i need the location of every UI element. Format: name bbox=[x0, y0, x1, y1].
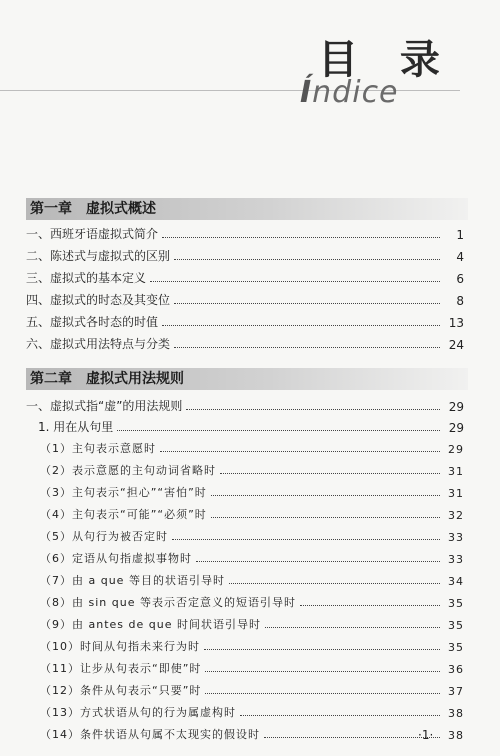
leader-dots bbox=[117, 429, 440, 431]
leader-dots bbox=[211, 494, 440, 496]
toc-entry-page: 29 bbox=[448, 400, 464, 414]
toc-entry-page: 8 bbox=[456, 294, 464, 308]
toc-entry-page: 31 bbox=[448, 465, 464, 478]
toc-entry-page: 37 bbox=[448, 685, 464, 698]
chapter-title: 第二章 虚拟式用法规则 bbox=[30, 371, 184, 387]
toc-entry-page: 1 bbox=[456, 228, 464, 242]
leader-dots bbox=[160, 450, 440, 452]
toc-entry[interactable] bbox=[26, 244, 464, 264]
toc-entry-page: 4 bbox=[456, 250, 464, 264]
toc-entry-label: （8）由 sin que 等表示否定意义的短语引导时 bbox=[40, 596, 296, 609]
toc-entry[interactable] bbox=[40, 524, 464, 544]
toc-entry-page: 13 bbox=[448, 316, 464, 330]
toc-entry-page: 31 bbox=[448, 487, 464, 500]
toc-entry-page: 38 bbox=[448, 707, 464, 720]
toc-entry-label: 五、虚拟式各时态的时值 bbox=[26, 315, 159, 329]
toc-entry-label: （7）由 a que 等目的状语引导时 bbox=[40, 574, 225, 587]
toc-entry[interactable] bbox=[40, 480, 464, 500]
toc-entry-label: （1）主句表示意愿时 bbox=[40, 442, 156, 455]
leader-dots bbox=[264, 736, 440, 738]
leader-dots bbox=[300, 604, 440, 606]
toc-entry[interactable] bbox=[40, 546, 464, 566]
toc-entry-label: 一、西班牙语虚拟式简介 bbox=[26, 227, 159, 241]
toc-entry[interactable] bbox=[40, 700, 464, 720]
toc-entry[interactable] bbox=[26, 288, 464, 308]
leader-dots bbox=[196, 560, 440, 562]
leader-dots bbox=[150, 280, 440, 282]
toc-entry-label: 三、虚拟式的基本定义 bbox=[26, 271, 147, 285]
toc-entry-page: 29 bbox=[448, 421, 464, 435]
page-title-es bbox=[300, 75, 399, 110]
toc-entry[interactable] bbox=[40, 568, 464, 588]
toc-entry-label: （11）让步从句表示“即使”时 bbox=[40, 662, 202, 675]
toc-entry-page: 36 bbox=[448, 663, 464, 676]
title-es-initial: Í bbox=[300, 75, 313, 110]
toc-entry-page: 29 bbox=[448, 443, 464, 456]
toc-entry[interactable] bbox=[38, 415, 464, 435]
leader-dots bbox=[172, 538, 440, 540]
toc-entry-page: 33 bbox=[448, 553, 464, 566]
toc-entry-label: （4）主句表示“可能”“必须”时 bbox=[40, 508, 207, 521]
toc-entry[interactable] bbox=[40, 678, 464, 698]
toc-entry-page: 38 bbox=[448, 729, 464, 742]
leader-dots bbox=[220, 472, 440, 474]
toc-entry-label: （3）主句表示“担心”“害怕”时 bbox=[40, 486, 207, 499]
chapter-title: 第一章 虚拟式概述 bbox=[30, 201, 156, 217]
toc-entry-page: 33 bbox=[448, 531, 464, 544]
toc-entry-label: （10）时间从句指未来行为时 bbox=[40, 640, 200, 653]
toc-entry[interactable] bbox=[26, 222, 464, 242]
toc-entry[interactable] bbox=[40, 612, 464, 632]
toc-entry-label: （13）方式状语从句的行为属虚构时 bbox=[40, 706, 236, 719]
leader-dots bbox=[174, 258, 440, 260]
toc-entry-page: 6 bbox=[456, 272, 464, 286]
toc-entry-label: 六、虚拟式用法特点与分类 bbox=[26, 337, 171, 351]
toc-entry[interactable] bbox=[40, 722, 464, 742]
toc-entry-label: （6）定语从句指虚拟事物时 bbox=[40, 552, 192, 565]
page-number: ·1· bbox=[418, 728, 434, 742]
toc-entry-label: （12）条件从句表示“只要”时 bbox=[40, 684, 202, 697]
leader-dots bbox=[204, 648, 440, 650]
toc-entry-label: （9）由 antes de que 时间状语引导时 bbox=[40, 618, 261, 631]
leader-dots bbox=[162, 236, 440, 238]
leader-dots bbox=[174, 346, 440, 348]
title-es-rest: ndice bbox=[312, 75, 399, 110]
toc-entry-label: （14）条件状语从句属不太现实的假设时 bbox=[40, 728, 260, 741]
toc-entry[interactable] bbox=[40, 502, 464, 522]
toc-entry-page: 24 bbox=[448, 338, 464, 352]
toc-entry-label: 一、虚拟式指“虚”的用法规则 bbox=[26, 399, 183, 413]
leader-dots bbox=[211, 516, 440, 518]
toc-entry[interactable] bbox=[26, 266, 464, 286]
leader-dots bbox=[162, 324, 440, 326]
toc-entry[interactable] bbox=[26, 310, 464, 330]
leader-dots bbox=[186, 408, 440, 410]
toc-entry-page: 32 bbox=[448, 509, 464, 522]
chapter-heading bbox=[26, 368, 468, 390]
toc-entry-page: 34 bbox=[448, 575, 464, 588]
toc-entry[interactable] bbox=[26, 332, 464, 352]
toc-entry[interactable] bbox=[40, 436, 464, 456]
leader-dots bbox=[205, 670, 440, 672]
toc-entry-label: （5）从句行为被否定时 bbox=[40, 530, 168, 543]
toc-entry[interactable] bbox=[40, 634, 464, 654]
toc-entry-label: 1. 用在从句里 bbox=[38, 420, 114, 434]
toc-entry[interactable] bbox=[40, 590, 464, 610]
page-title: 目 录 bbox=[318, 37, 454, 83]
toc-entry-label: 二、陈述式与虚拟式的区别 bbox=[26, 249, 171, 263]
leader-dots bbox=[205, 692, 440, 694]
toc-entry-page: 35 bbox=[448, 641, 464, 654]
toc-entry[interactable] bbox=[26, 394, 464, 414]
toc-entry-label: 四、虚拟式的时态及其变位 bbox=[26, 293, 171, 307]
toc-entry[interactable] bbox=[40, 458, 464, 478]
leader-dots bbox=[229, 582, 440, 584]
toc-entry-label: （2）表示意愿的主句动词省略时 bbox=[40, 464, 216, 477]
chapter-heading bbox=[26, 198, 468, 220]
leader-dots bbox=[240, 714, 440, 716]
toc-entry[interactable] bbox=[40, 656, 464, 676]
toc-entry-page: 35 bbox=[448, 619, 464, 632]
leader-dots bbox=[174, 302, 440, 304]
toc-entry-page: 35 bbox=[448, 597, 464, 610]
leader-dots bbox=[265, 626, 440, 628]
